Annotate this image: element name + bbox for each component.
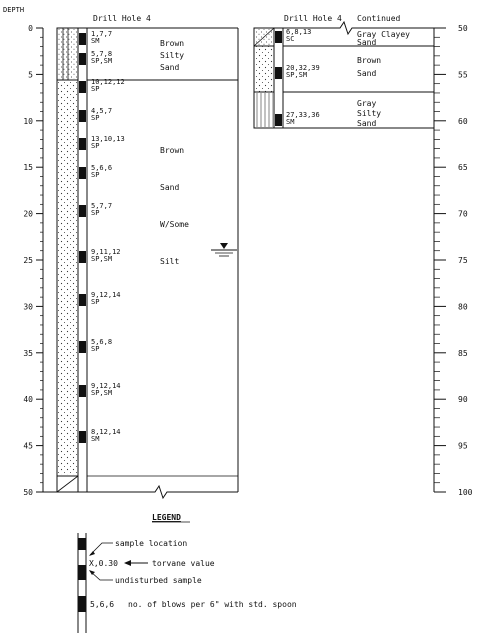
desc-silty-r: Silty xyxy=(357,109,382,118)
sample-block xyxy=(79,294,86,306)
sample-blows: 13,10,13 xyxy=(91,135,125,143)
sample-blows: 10,12,12 xyxy=(91,78,125,86)
left-drill-log xyxy=(23,14,238,498)
right-sample-labels xyxy=(286,28,320,126)
silty-sand-hatch xyxy=(58,29,77,79)
legend-blows-example: 5,6,6 xyxy=(90,600,115,609)
legend-torvane-example: X,0.30 xyxy=(89,559,118,568)
right-depth-tick-label: 55 xyxy=(458,70,468,80)
legend-block-3 xyxy=(78,596,86,612)
right-depth-tick-label: 70 xyxy=(458,209,468,219)
right-depth-tick-label: 65 xyxy=(458,163,468,173)
sample-blows: 5,6,8 xyxy=(91,338,113,346)
sample-block xyxy=(79,431,86,443)
sample-blows: 9,11,12 xyxy=(91,248,121,256)
sample-block xyxy=(275,114,282,126)
left-depth-tick-label: 40 xyxy=(23,395,33,405)
right-depth-tick-label: 100 xyxy=(458,488,473,497)
left-depth-tick-label: 10 xyxy=(23,116,33,126)
right-depth-tick-label: 85 xyxy=(458,348,468,358)
sample-soil-type: SP xyxy=(91,142,100,150)
sand-hatch xyxy=(58,80,77,475)
left-depth-tick-label: 50 xyxy=(23,488,33,497)
sample-soil-type: SP,SM xyxy=(91,57,113,65)
sample-blows: 1,7,7 xyxy=(91,30,113,38)
right-log-title: Drill Hole 4 xyxy=(284,14,342,23)
desc-gray: Gray xyxy=(357,99,377,108)
legend-title: LEGEND xyxy=(152,513,181,522)
left-depth-tick-label: 30 xyxy=(23,302,33,312)
sample-soil-type: SP xyxy=(91,85,100,93)
sample-block xyxy=(275,67,282,79)
desc-sand-r2: Sand xyxy=(357,69,377,78)
desc-gray-clayey: Gray Clayey xyxy=(357,30,410,39)
right-drill-log xyxy=(254,14,473,497)
left-depth-tick-label: 25 xyxy=(23,256,33,265)
sample-soil-type: SP xyxy=(91,345,100,353)
sample-soil-type: SM xyxy=(91,435,100,443)
sample-block xyxy=(79,341,86,353)
sample-soil-type: SP xyxy=(91,209,100,217)
sample-soil-type: SP xyxy=(91,171,100,179)
depth-label: DEPTH xyxy=(3,6,25,14)
sample-blows: 9,12,14 xyxy=(91,291,121,299)
sample-blows: 5,7,7 xyxy=(91,202,113,210)
sample-blows: 20,32,39 xyxy=(286,64,320,72)
sample-blows: 4,5,7 xyxy=(91,107,113,115)
sample-block xyxy=(79,53,86,65)
sample-soil-type: SP xyxy=(91,298,100,306)
sample-blows: 6,8,13 xyxy=(286,28,312,36)
sample-soil-type: SP,SM xyxy=(91,255,113,263)
sample-block xyxy=(79,251,86,263)
legend-torvane-value: torvane value xyxy=(152,559,215,568)
desc-sand-r1: Sand xyxy=(357,38,377,47)
desc-sand: Sand xyxy=(160,63,180,72)
silty-sand-hatch-right xyxy=(255,93,273,127)
sample-block xyxy=(79,110,86,122)
right-depth-tick-label: 90 xyxy=(458,395,468,405)
legend-undisturbed-block xyxy=(78,565,86,580)
left-sample-labels xyxy=(91,30,125,443)
sample-soil-type: SP xyxy=(91,114,100,122)
desc-brown-2: Brown xyxy=(160,146,185,155)
sample-soil-type: SP,SM xyxy=(286,71,308,79)
water-table-icon xyxy=(211,243,237,256)
left-log-title: Drill Hole 4 xyxy=(93,14,151,23)
desc-sand-r3: Sand xyxy=(357,119,377,128)
right-depth-tick-label: 75 xyxy=(458,256,468,265)
sample-soil-type: SM xyxy=(91,37,100,45)
legend-undisturbed: undisturbed sample xyxy=(115,576,202,585)
sample-block xyxy=(79,167,86,179)
right-depth-tick-label: 60 xyxy=(458,116,468,126)
sample-block xyxy=(79,33,86,45)
legend-blows-desc: no. of blows per 6" with std. spoon xyxy=(128,600,297,609)
sample-block xyxy=(79,205,86,217)
right-log-continued: Continued xyxy=(357,14,401,23)
desc-silty: Silty xyxy=(160,51,185,60)
left-depth-tick-label: 15 xyxy=(23,163,33,173)
desc-brown-r: Brown xyxy=(357,56,382,65)
sample-block xyxy=(79,138,86,150)
left-depth-tick-label: 45 xyxy=(23,441,33,451)
left-depth-tick-label: 5 xyxy=(28,70,33,80)
right-depth-ticks xyxy=(434,24,473,497)
desc-brown: Brown xyxy=(160,39,185,48)
right-depth-tick-label: 95 xyxy=(458,441,468,451)
left-depth-tick-label: 20 xyxy=(23,209,33,219)
sample-block xyxy=(79,385,86,397)
left-depth-tick-label: 35 xyxy=(23,348,33,358)
sample-block xyxy=(79,81,86,93)
legend xyxy=(78,513,297,633)
sand-hatch-right xyxy=(255,46,273,92)
desc-sand-2: Sand xyxy=(160,183,180,192)
sample-blows: 8,12,14 xyxy=(91,428,121,436)
legend-sample-location: sample location xyxy=(115,539,188,548)
right-depth-tick-label: 80 xyxy=(458,302,468,312)
left-depth-tick-label: 0 xyxy=(28,24,33,33)
sample-blows: 5,7,8 xyxy=(91,50,113,58)
desc-wsome: W/Some xyxy=(160,220,189,229)
desc-silt: Silt xyxy=(160,257,180,266)
sample-block xyxy=(275,31,282,43)
sample-soil-type: SC xyxy=(286,35,295,43)
sample-soil-type: SP,SM xyxy=(91,389,113,397)
sample-blows: 5,6,6 xyxy=(91,164,113,172)
right-depth-tick-label: 50 xyxy=(458,24,468,33)
sample-soil-type: SM xyxy=(286,118,295,126)
left-depth-ticks xyxy=(23,24,43,497)
sample-blows: 27,33,36 xyxy=(286,111,320,119)
legend-block-1 xyxy=(78,538,86,550)
sample-blows: 9,12,14 xyxy=(91,382,121,390)
